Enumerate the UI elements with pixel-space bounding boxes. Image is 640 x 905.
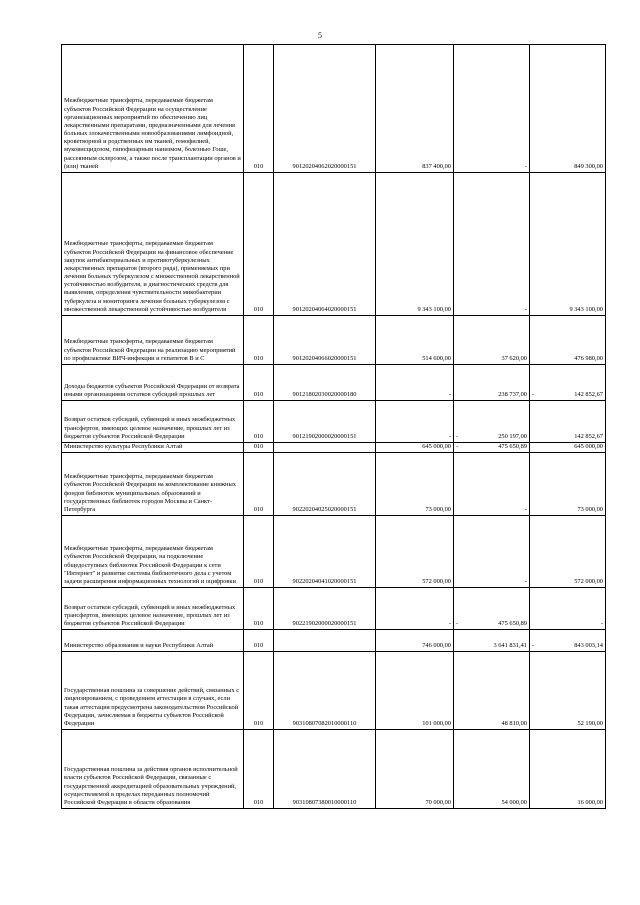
description-cell	[62, 730, 244, 809]
table-row	[62, 443, 606, 453]
difference-amount-cell	[530, 453, 606, 516]
table-row	[62, 401, 606, 443]
plan-amount-cell-text: 101 000,00	[422, 720, 451, 727]
description-cell	[62, 588, 244, 630]
kbk-code-cell-text: 90310807082010000110	[292, 720, 357, 727]
admin-code-cell	[244, 516, 274, 588]
kbk-code-cell-text: 90121902000020000151	[292, 432, 357, 440]
admin-code-cell-text: 010	[253, 390, 264, 398]
description-cell-text: Возврат остатков субсидий, субвенций и иных межбюджетных трансфертов, имеющих целевое назначение, прошлых лет из бюджетов субъектов Российской Федерации	[64, 416, 236, 440]
admin-code-cell-text: 010	[253, 578, 264, 585]
plan-amount-cell-text: -	[448, 620, 451, 627]
admin-code-cell	[244, 401, 274, 443]
table-row	[62, 730, 606, 809]
difference-amount-cell-text: 73 000,00	[577, 506, 603, 513]
execution-amount-cell-text: 475 650,89	[498, 443, 527, 450]
difference-amount-cell-text: 142 852,67	[574, 432, 603, 440]
description-cell-text: Межбюджетные трансферты, передаваемые бюджетам субъектов Российской Федерации, на подключение общедоступных библиотек Российской Федерации к сети "Интернет" и развитие системы библиотечного дела с учетом задачи расширения информационных технологий и оцифровки	[64, 545, 236, 585]
difference-amount-cell	[530, 173, 606, 316]
execution-amount-cell	[454, 316, 530, 365]
execution-amount-cell-text: -	[524, 578, 527, 585]
plan-amount-cell	[376, 45, 454, 173]
table-row	[62, 516, 606, 588]
kbk-code-cell	[274, 588, 376, 630]
description-cell-text: Доходы бюджетов субъектов Российской Федерации от возврата иными организациями остатков субсидий прошлых лет	[64, 382, 240, 398]
difference-amount-cell	[530, 630, 606, 652]
table-row	[62, 365, 606, 401]
difference-amount-cell-text: -	[600, 620, 603, 627]
execution-amount-cell-text: 250 197,00	[498, 432, 527, 440]
plan-amount-cell-text: -	[448, 432, 451, 440]
plan-amount-cell	[376, 652, 454, 730]
difference-amount-cell	[530, 316, 606, 365]
admin-code-cell-text: 010	[253, 162, 264, 170]
table-row	[62, 316, 606, 365]
description-cell	[62, 401, 244, 443]
difference-amount-cell-text: 849 300,00	[574, 162, 603, 170]
execution-amount-cell-text: 475 650,89	[498, 620, 527, 627]
execution-amount-cell	[454, 365, 530, 401]
table-row	[62, 630, 606, 652]
admin-code-cell-text: 010	[253, 305, 264, 313]
difference-amount-cell	[530, 652, 606, 730]
difference-amount-cell-text: 16 000,00	[577, 799, 603, 806]
plan-amount-cell-text: 572 000,00	[422, 578, 451, 585]
description-cell	[62, 443, 244, 453]
difference-amount-cell	[530, 45, 606, 173]
execution-amount-cell-text: -	[524, 305, 527, 313]
plan-amount-cell-text: 514 600,00	[422, 354, 451, 362]
execution-amount-cell	[454, 453, 530, 516]
plan-amount-cell	[376, 316, 454, 365]
admin-code-cell	[244, 365, 274, 401]
execution-amount-cell	[454, 730, 530, 809]
plan-amount-cell	[376, 630, 454, 652]
admin-code-cell-text: 010	[253, 642, 264, 649]
admin-code-cell-text: 010	[253, 443, 264, 450]
revenue-table	[61, 44, 606, 809]
plan-amount-cell	[376, 588, 454, 630]
plan-amount-cell-text: 746 000,00	[422, 642, 451, 649]
kbk-code-cell	[274, 365, 376, 401]
admin-code-cell	[244, 652, 274, 730]
kbk-code-cell	[274, 730, 376, 809]
table-row	[62, 588, 606, 630]
table-row	[62, 45, 606, 173]
execution-amount-cell-text: 37 620,00	[501, 354, 527, 362]
plan-amount-cell-text: 837 400,00	[422, 162, 451, 170]
kbk-code-cell-text: 90221902000020000151	[292, 620, 357, 627]
admin-code-cell-text: 010	[253, 620, 264, 627]
description-cell	[62, 630, 244, 652]
kbk-code-cell-text: 90220204025020000151	[292, 506, 357, 513]
kbk-code-cell	[274, 45, 376, 173]
execution-amount-cell-text: -	[524, 162, 527, 170]
execution-amount-cell	[454, 45, 530, 173]
difference-amount-cell-text: 9 343 100,00	[569, 305, 603, 313]
execution-amount-cell	[454, 588, 530, 630]
negative-sign: -	[456, 620, 459, 627]
kbk-code-cell	[274, 316, 376, 365]
plan-amount-cell	[376, 453, 454, 516]
difference-amount-cell-text: 843 003,14	[574, 642, 603, 649]
admin-code-cell	[244, 453, 274, 516]
description-cell	[62, 516, 244, 588]
kbk-code-cell	[274, 652, 376, 730]
difference-amount-cell	[530, 730, 606, 809]
plan-amount-cell	[376, 365, 454, 401]
description-cell	[62, 173, 244, 316]
kbk-code-cell	[274, 453, 376, 516]
admin-code-cell	[244, 173, 274, 316]
plan-amount-cell	[376, 443, 454, 453]
table-row	[62, 173, 606, 316]
kbk-code-cell-text: 90120204066020000151	[292, 354, 357, 362]
difference-amount-cell-text: 52 190,00	[577, 720, 603, 727]
plan-amount-cell	[376, 516, 454, 588]
difference-amount-cell-text: 142 852,67	[574, 390, 603, 398]
admin-code-cell	[244, 316, 274, 365]
admin-code-cell-text: 010	[253, 506, 264, 513]
description-cell-text: Возврат остатков субсидий, субвенций и иных межбюджетных трансфертов, имеющих целевое назначение, прошлых лет из бюджетов субъектов Российской Федерации	[64, 603, 236, 627]
execution-amount-cell	[454, 516, 530, 588]
execution-amount-cell	[454, 443, 530, 453]
execution-amount-cell-text: 3 641 831,41	[493, 642, 527, 649]
difference-amount-cell	[530, 588, 606, 630]
execution-amount-cell-text: 48 810,00	[501, 720, 527, 727]
admin-code-cell	[244, 630, 274, 652]
description-cell-text: Межбюджетные трансферты, передаваемые бюджетам субъектов Российской Федерации на реализацию мероприятий по профилактике ВИЧ-инфекции и гепатитов В и С	[64, 338, 236, 362]
plan-amount-cell-text: 645 000,00	[422, 443, 451, 450]
negative-sign: -	[456, 432, 459, 440]
kbk-code-cell	[274, 401, 376, 443]
difference-amount-cell-text: 645 000,00	[574, 443, 603, 450]
execution-amount-cell	[454, 652, 530, 730]
description-cell	[62, 652, 244, 730]
table-row	[62, 453, 606, 516]
admin-code-cell-text: 010	[253, 720, 264, 727]
admin-code-cell	[244, 730, 274, 809]
plan-amount-cell-text: 9 343 100,00	[417, 305, 451, 313]
difference-amount-cell-text: 476 980,00	[574, 354, 603, 362]
difference-amount-cell-text: 572 000,00	[574, 578, 603, 585]
kbk-code-cell-text: 90310807380010000110	[292, 799, 357, 806]
table-row	[62, 652, 606, 730]
difference-amount-cell	[530, 443, 606, 453]
execution-amount-cell-text: 54 000,00	[501, 799, 527, 806]
description-cell-text: Межбюджетные трансферты, передаваемые бюджетам субъектов Российской Федерации на осуществление организационных мероприятий по обеспечению лиц лекарственными препаратами, предназначенными для лечения больных злокачественными новообразованиями лимфоидной, кроветворной и родственных им тканей, гемофилией, муковисцидозом, гипофизарным нанизмом, болезнью Гоше, рассеянным склерозом, а также после трансплантации органов и (или) тканей	[64, 97, 241, 170]
admin-code-cell	[244, 45, 274, 173]
kbk-code-cell-text: 90220204041020000151	[292, 578, 357, 585]
admin-code-cell-text: 010	[253, 799, 264, 806]
description-cell-text: Межбюджетные трансферты, передаваемые бюджетам субъектов Российской Федерации на финансовое обеспечение закупок антибактериальных и противотуберкулезных лекарственных препаратов (второго ряда), применяемых при лечении больных туберкулезом с множественной лекарственной устойчивостью возбудителя, и диагностических средств для выявления, определения чувствительности микобактерии туберкулеза и мониторинга лечения больных туберкулезом с множественной лекарственной устойчивостью возбудителя	[64, 240, 240, 313]
kbk-code-cell-text: 90121802030020000180	[292, 390, 357, 398]
description-cell	[62, 316, 244, 365]
plan-amount-cell-text: 73 000,00	[425, 506, 451, 513]
negative-sign: -	[456, 443, 459, 450]
description-cell	[62, 45, 244, 173]
kbk-code-cell	[274, 173, 376, 316]
difference-amount-cell	[530, 516, 606, 588]
execution-amount-cell-text: 238 737,00	[498, 390, 527, 398]
admin-code-cell-text: 010	[253, 432, 264, 440]
kbk-code-cell-text: 90120204064020000151	[292, 305, 357, 313]
plan-amount-cell	[376, 401, 454, 443]
description-cell	[62, 453, 244, 516]
kbk-code-cell	[274, 516, 376, 588]
difference-amount-cell	[530, 365, 606, 401]
description-cell-text: Министерство образования и науки Республики Алтай	[64, 642, 214, 649]
admin-code-cell	[244, 443, 274, 453]
plan-amount-cell-text: -	[448, 390, 451, 398]
plan-amount-cell	[376, 173, 454, 316]
description-cell	[62, 365, 244, 401]
execution-amount-cell-text: -	[524, 506, 527, 513]
admin-code-cell-text: 010	[253, 354, 264, 362]
kbk-code-cell	[274, 443, 376, 453]
difference-amount-cell	[530, 401, 606, 443]
description-cell-text: Министерство культуры Республики Алтай	[64, 443, 183, 450]
description-cell-text: Государственная пошлина за действия органов исполнительной власти субъектов Российской Федерации, связанные с государственной аккредитацией образовательных учреждений, осуществляемой в пределах переданных полномочий Российской Федерации в области образования	[64, 766, 238, 806]
negative-sign: -	[532, 390, 535, 398]
negative-sign: -	[532, 642, 535, 649]
plan-amount-cell-text: 70 000,00	[425, 799, 451, 806]
execution-amount-cell	[454, 630, 530, 652]
description-cell-text: Межбюджетные трансферты, передаваемые бюджетам субъектов Российской Федерации на комплектование книжных фондов библиотек муниципальных образований и государственных библиотек городов Москвы и Санкт-Петербурга	[64, 473, 236, 513]
plan-amount-cell	[376, 730, 454, 809]
kbk-code-cell-text: 90120204062020000151	[292, 162, 357, 170]
description-cell-text: Государственная пошлина за совершение действий, связанных с лицензированием, с проведением аттестации в случаях, если такая аттестация предусмотрена законодательством Российской Федерации, зачисляемая в бюджеты субъектов Российской Федерации	[64, 687, 240, 727]
execution-amount-cell	[454, 401, 530, 443]
admin-code-cell	[244, 588, 274, 630]
page-number: 5	[318, 31, 322, 40]
execution-amount-cell	[454, 173, 530, 316]
kbk-code-cell	[274, 630, 376, 652]
